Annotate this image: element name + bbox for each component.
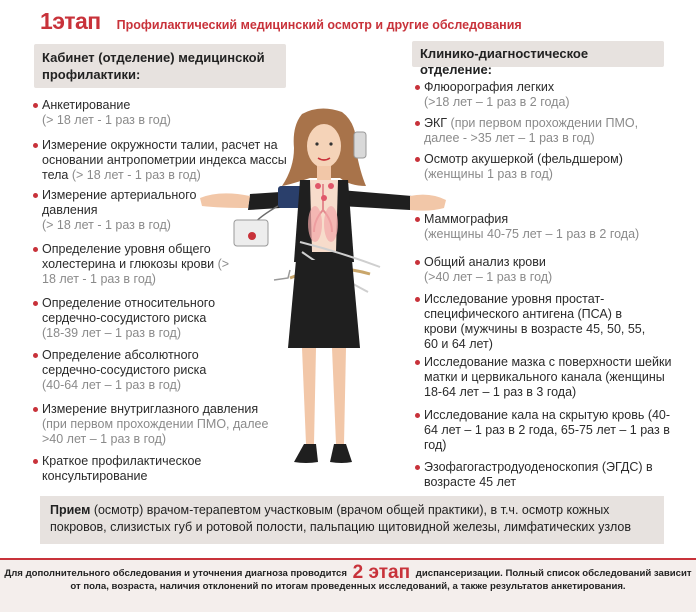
stage-number: 1этап: [40, 8, 101, 34]
list-item: [415, 408, 671, 453]
footer-text-before: Для дополнительного обследования и уточнения диагноза проводится: [4, 568, 347, 579]
lung-right: [324, 206, 338, 242]
appointment-text: (осмотр) врачом-терапевтом участковым (врачом общей практики), в т.ч. осмотр кожных покровов, слизистых губ и ротовой полости, пальпацию щитовидной железы, лимфатических узлов: [50, 503, 631, 534]
lung-left: [308, 206, 322, 242]
right-sleeve: [340, 190, 412, 210]
item-note: (при первом прохождении ПМО, далее >40 лет – 1 раз в год): [42, 417, 269, 446]
item-label: Анкетирование: [42, 98, 131, 112]
item-label: Осмотр акушеркой (фельдшером): [424, 152, 623, 166]
item-label: Флюорография легких: [424, 80, 555, 94]
item-label: Определение абсолютного сердечно-сосудистого риска: [42, 348, 207, 377]
item-label: Исследование кала на скрытую кровь (40-64 лет – 1 раз в 2 года, 65-75 лет – 1 раз в год): [424, 408, 671, 452]
item-note: (женщины 1 раз в год): [424, 167, 553, 181]
item-label: Определение уровня общего холестерина и глюкозы крови: [42, 242, 215, 271]
footer-note: [0, 558, 696, 612]
right-leg: [332, 348, 346, 444]
item-note: (при первом прохождении ПМО, далее - >35 лет – 1 раз в год): [424, 116, 639, 145]
item-label: Исследование мазка с поверхности шейки матки и цервикального канала (женщины 18-64 лет – 1 раз в 3 года): [424, 355, 672, 399]
item-label: Измерение окружности талии, расчет на основании антропометрии индекса массы тела: [42, 138, 287, 182]
list-item: [415, 355, 681, 400]
skirt: [288, 260, 360, 348]
page-title: Профилактический медицинский осмотр и другие обследования: [116, 18, 522, 32]
list-item: [415, 80, 681, 110]
item-label: Измерение артериального давления: [42, 188, 197, 217]
item-note: (> 18 лет - 1 раз в год): [42, 113, 171, 127]
right-hand: [410, 195, 446, 211]
list-item: [415, 152, 681, 182]
item-note: (> 18 лет - 1 раз в год): [42, 218, 171, 232]
left-section-title: Кабинет (отделение) медицинской профилактики:: [34, 44, 286, 88]
item-note: (женщины 40-75 лет – 1 раз в 2 года): [424, 227, 640, 241]
item-note: (> 18 лет - 1 раз в год): [71, 168, 201, 182]
item-note: (40-64 лет – 1 раз в год): [42, 378, 181, 392]
item-label: Исследование уровня простат-специфического антигена (ПСА) в крови (мужчины в возрасте 45, 50, 55, 60 и 64 лет): [424, 292, 646, 351]
right-shoe: [330, 444, 352, 463]
page-header: [40, 8, 522, 34]
woman-illustration: [190, 102, 452, 480]
footer-text-after: диспансеризации. Полный список обследований зависит от пола, возраста, наличия отклонений по итогам проведенных исследований, а также результатов анкетирования.: [70, 568, 692, 592]
list-item: [415, 212, 681, 242]
item-label: Измерение внутриглазного давления: [42, 402, 259, 416]
item-note: (18-39 лет – 1 раз в год): [42, 326, 181, 340]
stage2-label: 2 этап: [352, 562, 411, 583]
left-hand: [200, 193, 250, 208]
item-label: Общий анализ крови: [424, 255, 546, 269]
tonometry-device-icon: [354, 132, 366, 158]
item-note: (> 18 лет - 1 раз в год): [42, 257, 230, 286]
list-item: [33, 188, 203, 233]
item-note: (>40 лет – 1 раз в год): [424, 270, 553, 284]
right-section-title: Клинико-диагностическое отделение:: [412, 41, 664, 67]
list-item: [415, 255, 681, 285]
item-label: Эзофагогастродуоденоскопия (ЭГДС) в возрасте 45 лет: [424, 460, 653, 489]
face: [307, 124, 341, 168]
item-label: Определение относительного сердечно-сосудистого риска: [42, 296, 216, 325]
left-shoe: [294, 444, 318, 463]
list-item: [415, 116, 665, 146]
item-label: ЭКГ: [424, 116, 448, 130]
appointment-label: Прием: [50, 503, 91, 517]
item-note: (>18 лет – 1 раз в 2 года): [424, 95, 570, 109]
therapist-appointment-box: [40, 496, 664, 544]
left-leg: [302, 348, 316, 444]
item-label: Краткое профилактическое консультирование: [42, 454, 202, 483]
item-label: Маммография: [424, 212, 509, 226]
